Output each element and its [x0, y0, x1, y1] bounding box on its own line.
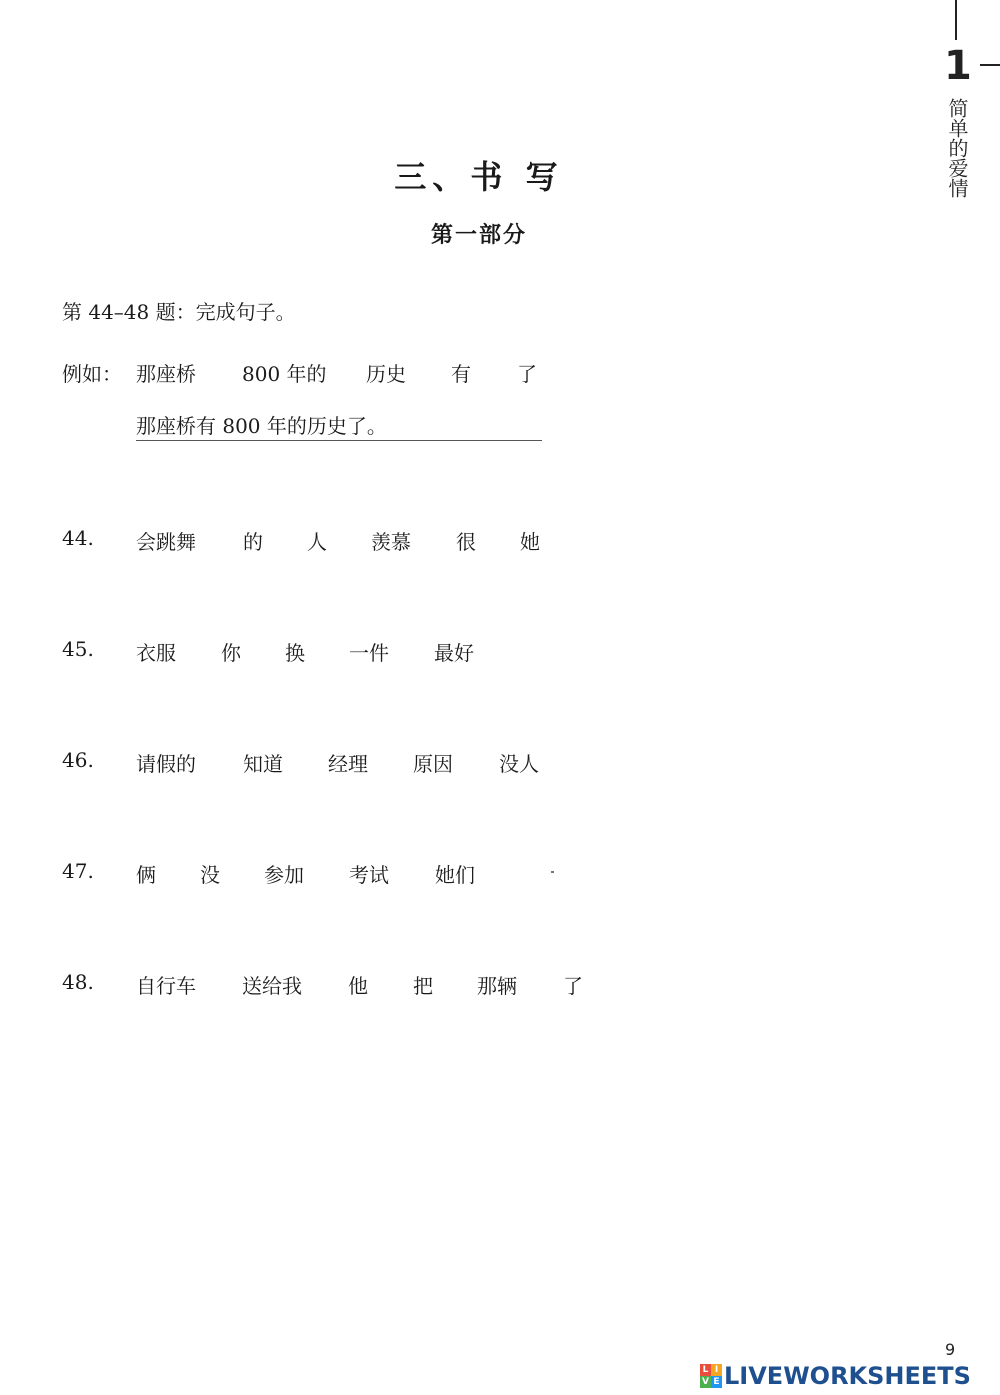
question-number: 45.	[62, 637, 94, 661]
word-chip[interactable]: 考试	[349, 863, 389, 887]
question-row	[0, 859, 1000, 889]
question-row	[0, 748, 1000, 778]
chapter-number: 1	[944, 43, 972, 89]
word-chip[interactable]: 她	[520, 530, 540, 554]
brand-name: LIVEWORKSHEETS	[724, 1362, 971, 1390]
word-chip[interactable]: 参加	[264, 863, 304, 887]
instruction: 第 44–48 题：完成句子。	[62, 300, 296, 324]
word-chip[interactable]: 的	[243, 530, 263, 554]
question-row	[0, 526, 1000, 556]
word-chip[interactable]: 了	[563, 974, 583, 998]
scan-speck	[551, 871, 554, 873]
word-chip[interactable]: 一件	[349, 641, 389, 665]
word-chip[interactable]: 他	[348, 974, 368, 998]
logo-letter: E	[711, 1376, 722, 1388]
tab-dash	[980, 64, 1000, 66]
example-word: 了	[517, 362, 537, 386]
word-chip[interactable]: 俩	[136, 863, 156, 887]
question-row	[0, 637, 1000, 667]
question-row	[0, 970, 1000, 1000]
liveworksheets-logo[interactable]	[700, 1362, 971, 1390]
word-chip[interactable]: 换	[285, 641, 305, 665]
example-word: 历史	[366, 362, 406, 386]
example-word: 800 年的	[242, 362, 327, 386]
question-number: 48.	[62, 970, 94, 994]
word-chip[interactable]: 衣服	[136, 641, 176, 665]
logo-letter: L	[700, 1364, 711, 1376]
word-chip[interactable]: 最好	[434, 641, 474, 665]
section-title: 三、书 写	[394, 158, 564, 196]
word-chip[interactable]: 请假的	[136, 752, 196, 776]
logo-letter: V	[700, 1376, 711, 1388]
word-chip[interactable]: 会跳舞	[136, 530, 196, 554]
word-chip[interactable]: 羡慕	[371, 530, 411, 554]
answer-underline	[136, 440, 542, 441]
part-title: 第一部分	[430, 222, 527, 248]
word-chip[interactable]: 经理	[328, 752, 368, 776]
word-chip[interactable]: 没人	[499, 752, 539, 776]
word-chip[interactable]: 把	[413, 974, 433, 998]
example-row	[0, 358, 1000, 388]
tab-line-top	[955, 0, 957, 40]
chapter-title: 简单的爱情	[945, 98, 969, 198]
word-chip[interactable]: 自行车	[136, 974, 196, 998]
word-chip[interactable]: 送给我	[242, 974, 302, 998]
page-number: 9	[945, 1340, 956, 1359]
example-label: 例如：	[62, 362, 122, 386]
example-answer: 那座桥有 800 年的历史了。	[136, 414, 387, 438]
liveworksheets-logo-icon	[700, 1364, 722, 1388]
word-chip[interactable]: 你	[221, 641, 241, 665]
example-word: 有	[451, 362, 471, 386]
question-number: 46.	[62, 748, 94, 772]
word-chip[interactable]: 她们	[435, 863, 475, 887]
word-chip[interactable]: 原因	[413, 752, 453, 776]
example-word: 那座桥	[136, 362, 196, 386]
word-chip[interactable]: 没	[200, 863, 220, 887]
question-number: 44.	[62, 526, 94, 550]
word-chip[interactable]: 那辆	[477, 974, 517, 998]
question-number: 47.	[62, 859, 94, 883]
word-chip[interactable]: 知道	[243, 752, 283, 776]
logo-letter: I	[711, 1364, 722, 1376]
word-chip[interactable]: 很	[456, 530, 476, 554]
word-chip[interactable]: 人	[307, 530, 327, 554]
